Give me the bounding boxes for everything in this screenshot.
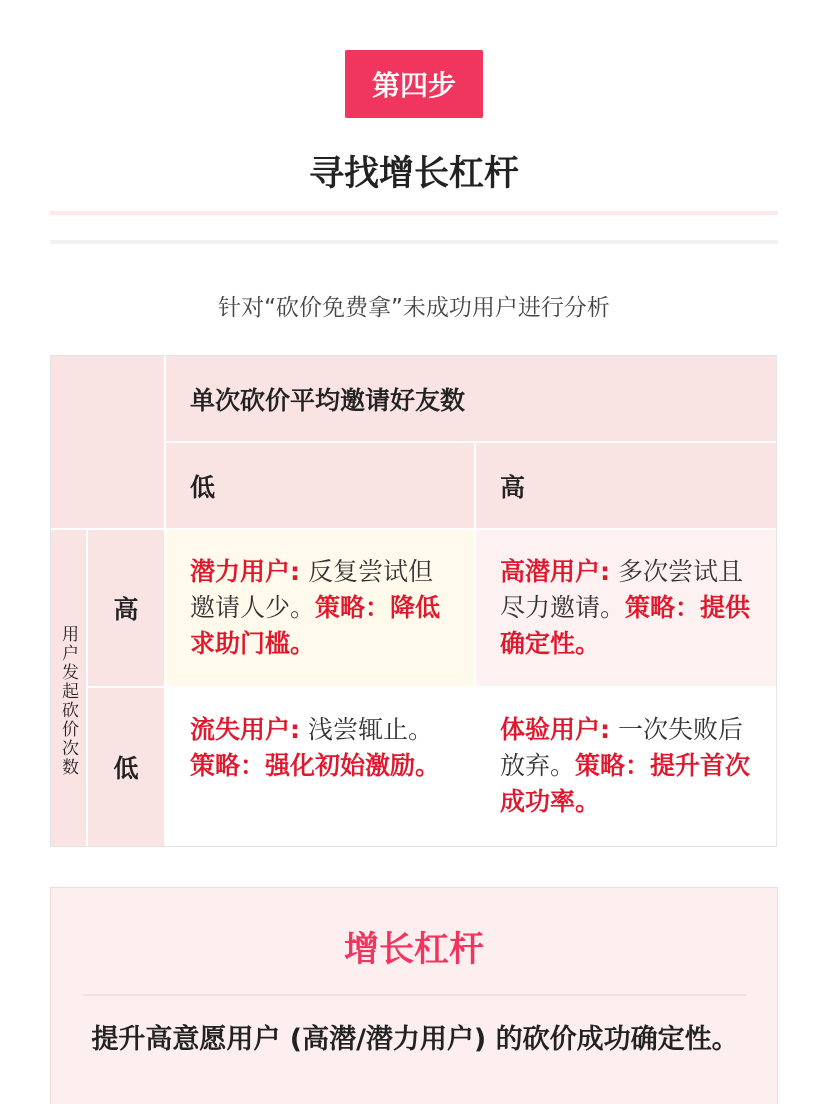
page-title: 寻找增长杠杆 <box>308 154 519 194</box>
col-high-header <box>476 443 776 528</box>
row-low-header <box>88 688 164 846</box>
quadrant-desc: 一次失败后放弃。 <box>500 715 743 780</box>
col-header-label: 单次砍价平均邀请好友数 <box>190 385 466 415</box>
quadrant-strategy: 策略：强化初始激励。 <box>190 751 441 780</box>
row-high-header <box>88 530 164 686</box>
row-high-label: 高 <box>113 595 139 624</box>
col-high-label: 高 <box>500 472 526 502</box>
subtitle: 针对“砍价免费拿”未成功用户进行分析 <box>218 295 610 321</box>
quadrant-name: 潜力用户: <box>190 557 300 586</box>
corner-cell <box>51 356 164 528</box>
quadrant-high-potential-users <box>476 530 776 686</box>
col-low-header <box>166 443 474 528</box>
growth-lever-card <box>50 887 778 1104</box>
row-low-label: 低 <box>113 754 139 783</box>
step-badge: 第四步 <box>345 50 483 118</box>
divider-gray <box>50 240 778 244</box>
quadrant-potential-users <box>166 530 474 686</box>
quadrant-strategy: 策略：提供确定性。 <box>500 593 751 658</box>
quadrant-strategy: 策略：提升首次成功率。 <box>500 751 751 816</box>
lever-title: 增长杠杆 <box>343 930 484 970</box>
quadrant-desc: 反复尝试但邀请人少。 <box>190 557 433 622</box>
quadrant-name: 体验用户: <box>500 715 610 744</box>
lever-divider <box>83 994 747 996</box>
quadrant-desc: 浅尝辄止。 <box>300 715 433 744</box>
quadrant-desc: 多次尝试且尽力邀请。 <box>500 557 743 622</box>
col-low-label: 低 <box>190 472 216 502</box>
row-axis-label: 用户发起砍价次数 <box>58 625 78 777</box>
col-header <box>166 356 776 441</box>
quadrant-name: 流失用户: <box>190 715 300 744</box>
divider-pink <box>50 211 778 215</box>
row-axis-cell <box>51 530 86 846</box>
quadrant-name: 高潜用户: <box>500 557 610 586</box>
quadrant-churned-users <box>166 688 474 846</box>
lever-text: 提升高意愿用户 (高潜/潜力用户) 的砍价成功确定性。 <box>91 1024 739 1055</box>
quadrant-strategy: 策略：降低求助门槛。 <box>190 593 441 658</box>
quadrant-trial-users <box>476 688 776 846</box>
